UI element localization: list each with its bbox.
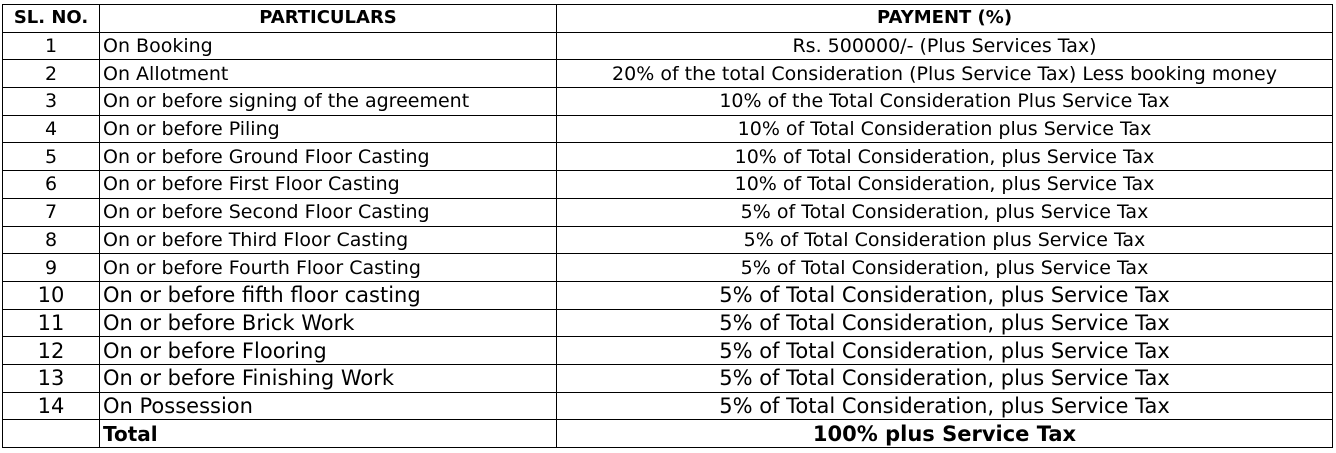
table-row [3,32,1333,60]
total-sl-empty [3,420,100,448]
row-sl-no: 14 [3,392,100,420]
total-row [3,420,1333,448]
row-particular: On Booking [100,32,557,60]
row-sl-no: 1 [3,32,100,60]
row-sl-no: 10 [3,281,100,309]
row-payment: 5% of Total Consideration plus Service Tax [557,226,1333,254]
row-payment: Rs. 500000/- (Plus Services Tax) [557,32,1333,60]
row-particular: On or before First Floor Casting [100,171,557,199]
row-payment: 10% of the Total Consideration Plus Service Tax [557,88,1333,116]
row-payment: 5% of Total Consideration, plus Service Tax [557,254,1333,282]
row-particular: On or before Second Floor Casting [100,198,557,226]
table-row [3,254,1333,282]
row-payment: 10% of Total Consideration, plus Service Tax [557,143,1333,171]
row-sl-no: 3 [3,88,100,116]
row-particular: On or before Piling [100,115,557,143]
row-payment: 5% of Total Consideration, plus Service Tax [557,337,1333,365]
row-particular: On or before Ground Floor Casting [100,143,557,171]
row-payment: 5% of Total Consideration, plus Service Tax [557,364,1333,392]
row-sl-no: 8 [3,226,100,254]
table-row [3,364,1333,392]
row-sl-no: 12 [3,337,100,365]
row-sl-no: 2 [3,60,100,88]
row-particular: On or before Flooring [100,337,557,365]
row-particular: On or before Third Floor Casting [100,226,557,254]
row-payment: 5% of Total Consideration, plus Service Tax [557,392,1333,420]
row-payment: 5% of Total Consideration, plus Service Tax [557,281,1333,309]
row-particular: On Possession [100,392,557,420]
row-payment: 20% of the total Consideration (Plus Service Tax) Less booking money [557,60,1333,88]
table-row [3,198,1333,226]
row-particular: On or before Finishing Work [100,364,557,392]
row-payment: 5% of Total Consideration, plus Service Tax [557,198,1333,226]
table-row [3,60,1333,88]
row-particular: On Allotment [100,60,557,88]
row-sl-no: 4 [3,115,100,143]
row-particular: On or before fifth floor casting [100,281,557,309]
table-row [3,171,1333,199]
table-row [3,337,1333,365]
row-sl-no: 6 [3,171,100,199]
header-particulars: PARTICULARS [100,5,557,33]
row-sl-no: 11 [3,309,100,337]
row-sl-no: 5 [3,143,100,171]
row-particular: On or before Brick Work [100,309,557,337]
row-sl-no: 9 [3,254,100,282]
total-label: Total [100,420,557,448]
table-row [3,309,1333,337]
row-sl-no: 13 [3,364,100,392]
header-payment: PAYMENT (%) [557,5,1333,33]
table-row [3,143,1333,171]
total-payment: 100% plus Service Tax [557,420,1333,448]
table-row [3,226,1333,254]
table-row [3,392,1333,420]
row-particular: On or before signing of the agreement [100,88,557,116]
row-particular: On or before Fourth Floor Casting [100,254,557,282]
header-row [3,5,1333,33]
header-sl-no: SL. NO. [3,5,100,33]
table-row [3,281,1333,309]
row-sl-no: 7 [3,198,100,226]
row-payment: 10% of Total Consideration, plus Service Tax [557,171,1333,199]
table-row [3,115,1333,143]
table-row [3,88,1333,116]
payment-schedule-table [2,4,1333,448]
row-payment: 5% of Total Consideration, plus Service Tax [557,309,1333,337]
row-payment: 10% of Total Consideration plus Service Tax [557,115,1333,143]
